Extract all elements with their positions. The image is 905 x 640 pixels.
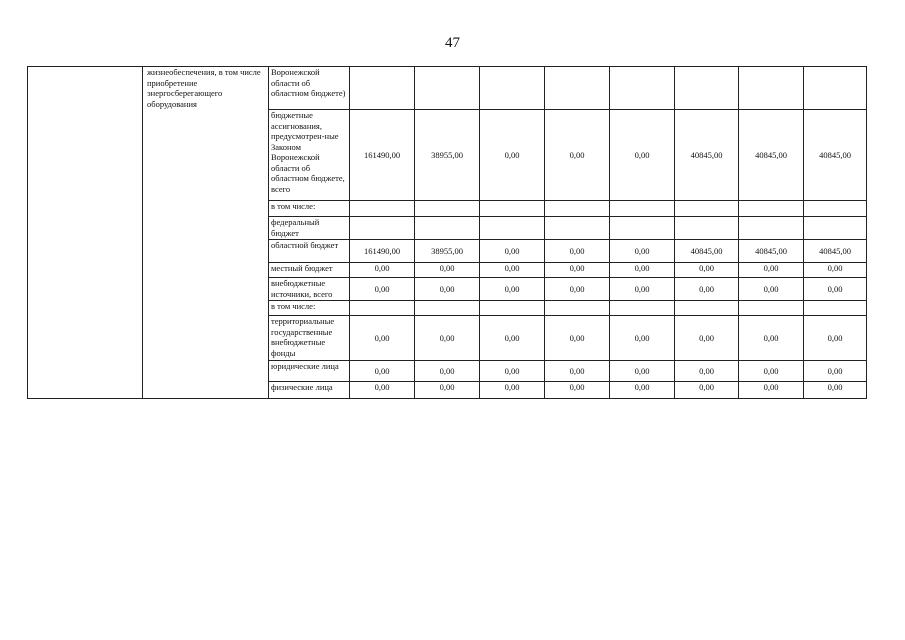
- value-cell: 0,00: [804, 316, 867, 361]
- value-cell: [415, 201, 480, 217]
- value-cell: [610, 201, 675, 217]
- value-cell: 0,00: [480, 278, 545, 301]
- value-cell: 0,00: [610, 240, 675, 263]
- value-cell: [675, 301, 739, 316]
- value-cell: 0,00: [545, 263, 610, 278]
- value-cell: [739, 217, 804, 240]
- value-cell: [804, 217, 867, 240]
- value-cell: [415, 217, 480, 240]
- table-row: [28, 67, 867, 110]
- value-cell: 0,00: [739, 382, 804, 399]
- value-cell: 0,00: [480, 110, 545, 201]
- value-cell: 0,00: [350, 263, 415, 278]
- value-cell: 0,00: [415, 278, 480, 301]
- value-cell: 0,00: [675, 263, 739, 278]
- funding-source-label: бюджетные ассигнования, предусмотрен-ные Законом Воронежской области об областном бюджете, всего: [269, 110, 350, 201]
- value-cell: 0,00: [804, 382, 867, 399]
- value-cell: 0,00: [350, 361, 415, 382]
- value-cell: 0,00: [804, 263, 867, 278]
- value-cell: 0,00: [545, 240, 610, 263]
- funding-source-label: территориальные государственные внебюджетные фонды: [269, 316, 350, 361]
- value-cell: [350, 301, 415, 316]
- value-cell: 0,00: [480, 316, 545, 361]
- value-cell: 0,00: [480, 361, 545, 382]
- value-cell: 161490,00: [350, 240, 415, 263]
- value-cell: 0,00: [415, 316, 480, 361]
- value-cell: [739, 201, 804, 217]
- funding-source-label: федеральный бюджет: [269, 217, 350, 240]
- value-cell: 40845,00: [804, 240, 867, 263]
- value-cell: [804, 301, 867, 316]
- funding-source-label: в том числе:: [269, 301, 350, 316]
- value-cell: 0,00: [675, 316, 739, 361]
- value-cell: 0,00: [804, 361, 867, 382]
- value-cell: [480, 201, 545, 217]
- value-cell: [415, 67, 480, 110]
- value-cell: 0,00: [415, 382, 480, 399]
- value-cell: 0,00: [545, 278, 610, 301]
- value-cell: 40845,00: [675, 110, 739, 201]
- value-cell: [610, 217, 675, 240]
- value-cell: 40845,00: [739, 110, 804, 201]
- value-cell: [675, 201, 739, 217]
- value-cell: 0,00: [415, 263, 480, 278]
- value-cell: [545, 201, 610, 217]
- value-cell: [610, 67, 675, 110]
- value-cell: [675, 67, 739, 110]
- value-cell: 38955,00: [415, 110, 480, 201]
- value-cell: 0,00: [480, 263, 545, 278]
- value-cell: 0,00: [739, 316, 804, 361]
- value-cell: 0,00: [545, 316, 610, 361]
- value-cell: 0,00: [545, 361, 610, 382]
- value-cell: [545, 67, 610, 110]
- value-cell: 0,00: [415, 361, 480, 382]
- value-cell: 0,00: [675, 278, 739, 301]
- value-cell: [545, 301, 610, 316]
- value-cell: [350, 67, 415, 110]
- value-cell: [545, 217, 610, 240]
- funding-source-label: юридические лица: [269, 361, 350, 382]
- value-cell: [610, 301, 675, 316]
- funding-source-label: физические лица: [269, 382, 350, 399]
- value-cell: [739, 67, 804, 110]
- budget-table: [27, 66, 867, 399]
- value-cell: 0,00: [350, 316, 415, 361]
- value-cell: 0,00: [739, 263, 804, 278]
- value-cell: 40845,00: [675, 240, 739, 263]
- value-cell: 0,00: [804, 278, 867, 301]
- funding-source-label: в том числе:: [269, 201, 350, 217]
- value-cell: 0,00: [610, 382, 675, 399]
- value-cell: 38955,00: [415, 240, 480, 263]
- value-cell: 0,00: [739, 278, 804, 301]
- value-cell: [739, 301, 804, 316]
- value-cell: 0,00: [610, 278, 675, 301]
- value-cell: [480, 301, 545, 316]
- value-cell: [480, 217, 545, 240]
- value-cell: [804, 67, 867, 110]
- value-cell: [415, 301, 480, 316]
- value-cell: 161490,00: [350, 110, 415, 201]
- value-cell: 0,00: [350, 278, 415, 301]
- empty-number-cell: [28, 67, 143, 399]
- value-cell: 0,00: [675, 382, 739, 399]
- value-cell: 0,00: [610, 361, 675, 382]
- value-cell: [804, 201, 867, 217]
- page-number: 47: [445, 35, 460, 51]
- value-cell: [350, 201, 415, 217]
- value-cell: 0,00: [675, 361, 739, 382]
- value-cell: 0,00: [610, 263, 675, 278]
- value-cell: [480, 67, 545, 110]
- value-cell: 0,00: [610, 316, 675, 361]
- value-cell: 0,00: [480, 240, 545, 263]
- value-cell: 0,00: [350, 382, 415, 399]
- value-cell: 40845,00: [739, 240, 804, 263]
- value-cell: 0,00: [545, 110, 610, 201]
- value-cell: 0,00: [480, 382, 545, 399]
- value-cell: [675, 217, 739, 240]
- funding-source-label: Воронежской области об областном бюджете): [269, 67, 350, 110]
- value-cell: 0,00: [739, 361, 804, 382]
- funding-source-label: областной бюджет: [269, 240, 350, 263]
- value-cell: 0,00: [610, 110, 675, 201]
- value-cell: [350, 217, 415, 240]
- funding-source-label: местный бюджет: [269, 263, 350, 278]
- measure-description: жизнеобеспечения, в том числе приобретение энергосберегающего оборудования: [143, 67, 269, 399]
- funding-source-label: внебюджетные источники, всего: [269, 278, 350, 301]
- value-cell: 40845,00: [804, 110, 867, 201]
- value-cell: 0,00: [545, 382, 610, 399]
